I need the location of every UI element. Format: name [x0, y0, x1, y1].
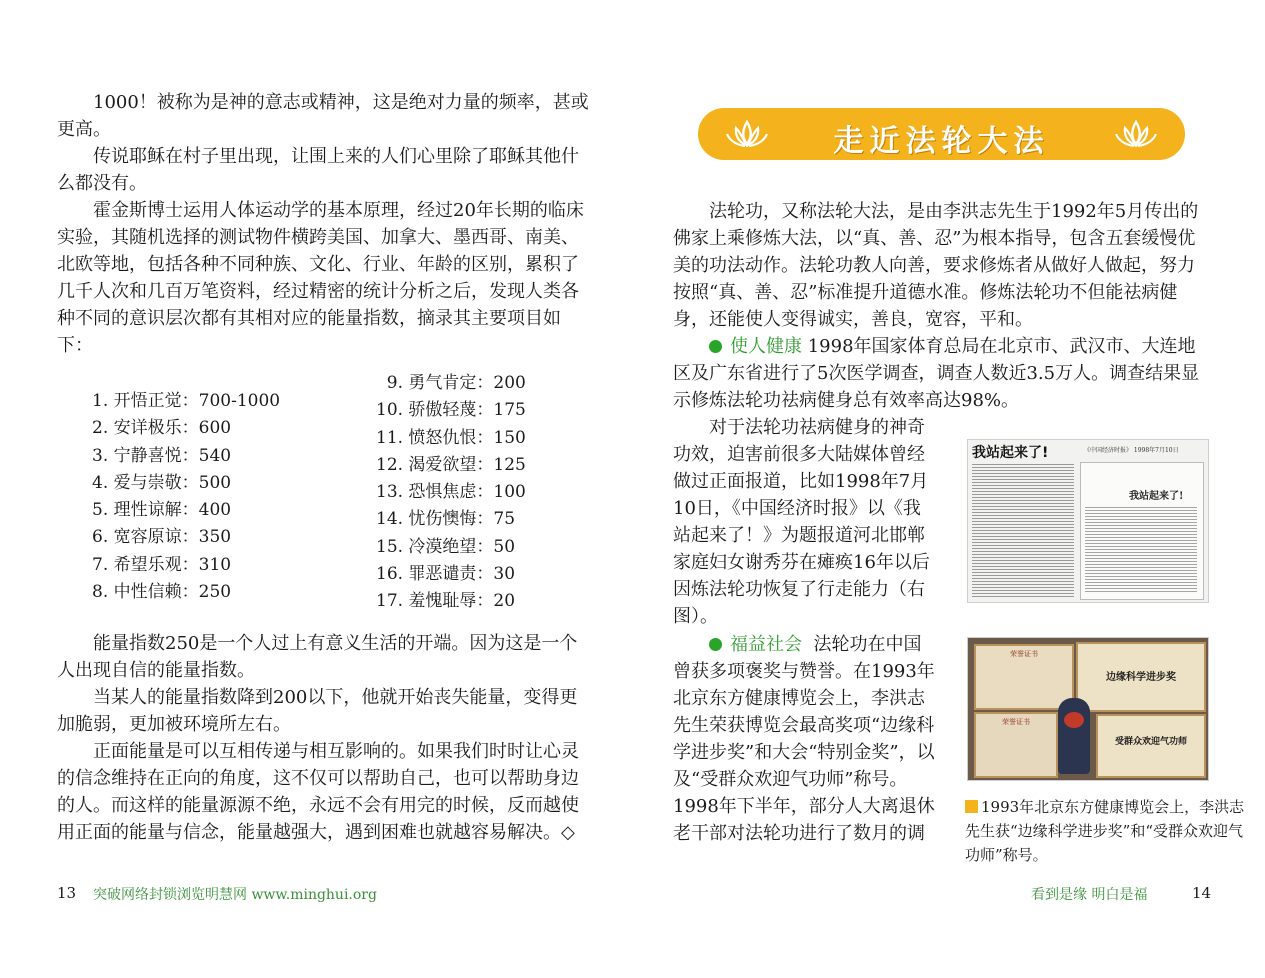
list-item: 1. 开悟正觉：700-1000 [92, 391, 281, 411]
footer-slogan: 看到是缘 明白是福 [1031, 887, 1148, 903]
list-item: 9. 勇气肯定：200 [386, 373, 526, 393]
paragraph-2: 传说耶稣在村子里出现，让围上来的人们心里除了耶稣其他什么都没有。 [57, 146, 579, 194]
energy-list-left [92, 388, 280, 606]
paragraph-6: 正面能量是可以互相传递与相互影响的。如果我们时时让心灵的信念维持在正向的角度，这不仅可以帮助自己，也可以帮助身边的人。而这样的能量源源不绝，永远不会有用完的时候，反而越使用正面的能量与信念，能量越强大，遇到困难也就越容易解决。◇ [57, 741, 579, 843]
intro-paragraph: 法轮功，又称法轮大法，是由李洪志先生于1992年5月传出的佛家上乘修炼大法，以“真、善、忍”为根本指导，包含五套缓慢优美的功法动作。法轮功教人向善，要求修炼者从做好人做起，努力按照“真、善、忍”标准提升道德水准。修炼法轮功不但能祛病健身，还能使人变得诚实，善良，宽容，平和。 [673, 201, 1199, 330]
media-report-paragraph: 对于法轮功祛病健身的神奇功效，迫害前很多大陆媒体曾经做过正面报道，比如1998年7月10日，《中国经济时报》以《我站起来了！》为题报道河北邯郸家庭妇女谢秀芬在瘫痪16年以后因炼法轮功恢复了行走能力（右图）。 [673, 417, 930, 627]
page-number: 14 [1192, 884, 1212, 902]
section-label: 福益社会 [730, 634, 802, 655]
newspaper-masthead: 《中国经济时报》 1998年7月10日 [1084, 447, 1179, 454]
newspaper-column [972, 462, 1074, 598]
newspaper-inner-title: 我站起来了! [1129, 491, 1184, 502]
lotus-icon [1113, 120, 1159, 148]
list-item: 13. 恐惧焦虑：100 [376, 482, 526, 503]
section-banner [698, 108, 1185, 160]
section-society: 福益社会 法轮功在中国曾获多项褒奖与赞誉。在1993年北京东方健康博览会上，李洪志先生荣获博览会最高奖项“边缘科学进步奖”和大会“特别金奖”，以及“受群众欢迎气功师”称号。1998年下半年，部分人大离退休老干部对法轮功进行了数月的调 [673, 634, 935, 844]
list-item: 8. 中性信赖：250 [92, 582, 232, 603]
list-item: 10. 骄傲轻蔑：175 [376, 400, 526, 421]
list-item: 2. 安详极乐：600 [92, 418, 232, 439]
list-item: 6. 宽容原谅：350 [92, 527, 232, 548]
left-page [0, 0, 632, 978]
list-item: 11. 愤怒仇恨：150 [376, 427, 526, 448]
paragraph-3: 霍金斯博士运用人体运动学的基本原理，经过20年长期的临床实验，其随机选择的测试物件横跨美国、加拿大、墨西哥、南美、北欧等地，包括各种不同种族、文化、行业、年龄的区别，累积了几千人次和几百万笔资料，经过精密的统计分析之后，发现人类各种不同的意识层次都有其相对应的能量指数，摘录其主要项目如下： [57, 200, 584, 356]
paragraph-1: 1000！被称为是神的意志或精神，这是绝对力量的频率，甚或更高。 [57, 92, 589, 140]
newspaper-image [967, 439, 1209, 603]
footer-link-text: 突破网络封锁浏览明慧网 www.minghui.org [93, 887, 377, 903]
certificate: 荣誉证书 [974, 712, 1058, 778]
right-page [632, 0, 1265, 978]
list-item: 7. 希望乐观：310 [92, 554, 232, 575]
certificate: 边缘科学进步奖 [1076, 642, 1206, 712]
list-item: 17. 羞愧耻辱：20 [376, 591, 516, 612]
certificate: 受群众欢迎气功师 [1096, 714, 1206, 778]
section-health: 使人健康 1998年国家体育总局在北京市、武汉市、大连地区及广东省进行了5次医学调查，调查人数近3.5万人。调查结果显示修炼法轮功祛病健身总有效率高达98%。 [673, 336, 1200, 411]
newspaper-inset [1080, 462, 1204, 600]
bullet-dot [709, 340, 722, 353]
newspaper-headline: 我站起来了! [972, 445, 1049, 461]
caption-marker [965, 800, 978, 813]
trophy [1058, 698, 1090, 774]
bullet-dot [709, 638, 722, 651]
list-item: 12. 渴爱欲望：125 [376, 454, 526, 475]
banner-title: 走近法轮大法 [833, 124, 1050, 159]
paragraph-4: 能量指数250是一个人过上有意义生活的开端。因为这是一个人出现自信的能量指数。 [57, 633, 578, 681]
list-item: 4. 爱与崇敬：500 [92, 472, 232, 493]
list-item: 14. 忧伤懊悔：75 [376, 509, 516, 530]
energy-list-right [376, 370, 526, 616]
list-item: 15. 冷漠绝望：50 [376, 536, 516, 557]
certificate: 荣誉证书 [974, 644, 1074, 710]
page-number: 13 [57, 884, 77, 902]
list-item: 3. 宁静喜悦：540 [92, 445, 232, 466]
list-item: 5. 理性谅解：400 [92, 500, 232, 521]
certificates-photo [967, 637, 1209, 781]
photo-caption: 1993年北京东方健康博览会上，李洪志先生获“边缘科学进步奖”和“受群众欢迎气功师”称号。 [965, 798, 1245, 864]
paragraph-5: 当某人的能量指数降到200以下，他就开始丧失能量，变得更加脆弱，更加被环境所左右。 [57, 687, 578, 735]
section-label: 使人健康 [730, 336, 802, 357]
list-item: 16. 罪恶谴责：30 [376, 564, 516, 585]
